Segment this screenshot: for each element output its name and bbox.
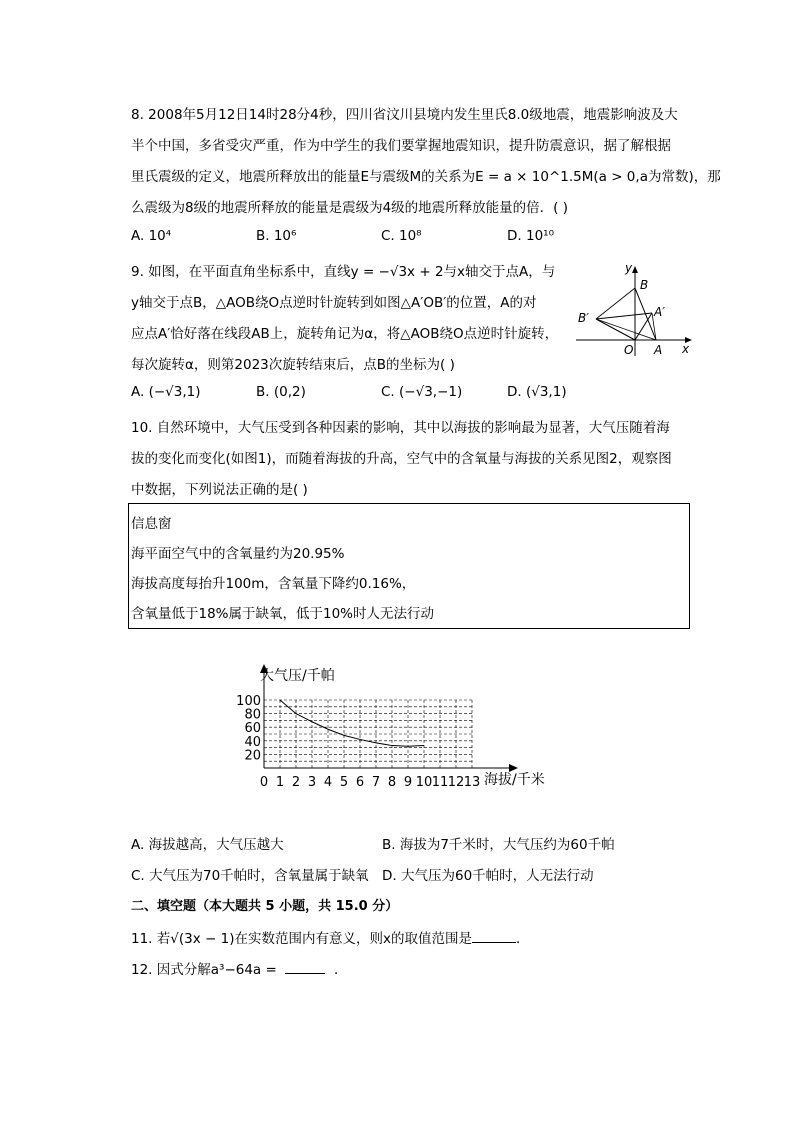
section-heading: 二、填空题（本大题共 5 小题，共 15.0 分）: [131, 899, 399, 914]
info-box-line-2: 海拔高度每抬升100m，含氧量下降约0.16%，: [131, 576, 416, 592]
q8-line-3: 里氏震级的定义，地震所释放出的能量E与震级M的关系为E = a × 10^1.5M(a > 0,a为常数)，那: [131, 169, 721, 185]
chart-x-tick-label: 9: [403, 775, 413, 790]
pressure-chart: [230, 660, 560, 795]
chart-y-tick-label: 60: [244, 721, 261, 737]
segment-b-prime-a: [596, 319, 656, 340]
info-box: [128, 503, 690, 629]
chart-x-tick-label: 12: [447, 775, 465, 790]
q8-option-c: C. 10⁸: [381, 228, 422, 244]
chart-x-tick-label: 7: [371, 775, 381, 790]
chart-x-tick-label: 11: [431, 775, 449, 790]
q10-option-c: C. 大气压为70千帕时，含氧量属于缺氧: [131, 868, 369, 884]
chart-x-tick-label: 4: [323, 775, 333, 790]
chart-y-tick-label: 100: [236, 694, 261, 709]
q9-coordinate-figure: [572, 258, 696, 358]
y-axis-arrow-icon: [632, 266, 638, 273]
chart-x-tick-label: 3: [307, 775, 317, 790]
q8-option-a: A. 10⁴: [131, 228, 172, 244]
q10-line-3: 中数据，下列说法正确的是( ): [131, 482, 308, 498]
chart-x-axis-arrow-icon: [509, 764, 518, 772]
chart-x-tick-label: 10: [415, 775, 433, 790]
chart-x-tick-label: 1: [275, 775, 285, 790]
chart-x-label: 海拔/千米: [484, 772, 545, 788]
q8-option-d: D. 10¹⁰: [507, 228, 554, 244]
info-box-line-3: 含氧量低于18%属于缺氧，低于10%时人无法行动: [131, 606, 435, 622]
q8-line-1: 8. 2008年5月12日14时28分4秒，四川省汶川县境内发生里氏8.0级地震，地震影响波及大: [131, 107, 678, 123]
q9-line-1: 9. 如图，在平面直角坐标系中，直线y = −√3x + 2与x轴交于点A，与: [131, 264, 556, 280]
q10-option-b: B. 海拔为7千米时，大气压约为60千帕: [382, 837, 615, 853]
chart-x-tick-label: 0: [259, 775, 269, 790]
q8-line-4: 么震级为8级的地震所释放的能量是震级为4级的地震所释放能量的倍．( ): [131, 200, 569, 216]
chart-y-tick-label: 80: [244, 707, 261, 723]
q11-answer-blank[interactable]: [472, 929, 516, 943]
label-o: O: [624, 343, 634, 357]
q11-end: ．: [515, 931, 530, 947]
label-b: B: [640, 278, 649, 292]
chart-y-label: 大气压/千帕: [260, 668, 335, 684]
chart-x-tick-label: 8: [387, 775, 397, 790]
info-box-line-1: 海平面空气中的含氧量约为20.95%: [131, 546, 345, 562]
label-y: y: [625, 261, 633, 275]
chart-x-tick-label: 2: [291, 775, 301, 790]
q9-line-3: 应点A′恰好落在线段AB上，旋转角记为α，将△AOB绕O点逆时针旋转，: [131, 326, 559, 342]
chart-x-tick-label: 6: [355, 775, 365, 790]
label-x: x: [682, 342, 690, 356]
segment-b-prime-b: [596, 288, 635, 319]
q12-answer-blank[interactable]: [285, 960, 325, 974]
q11-text: 11. 若√(3x − 1)在实数范围内有意义，则x的取值范围是: [131, 931, 472, 947]
segment-ob-prime: [596, 319, 635, 340]
label-a: A: [654, 343, 663, 357]
q8-line-2: 半个中国，多省受灾严重，作为中学生的我们要掌握地震知识，提升防震意识，据了解根据: [131, 138, 671, 154]
q10-option-a: A. 海拔越高，大气压越大: [131, 837, 284, 853]
q10-option-d: D. 大气压为60千帕时，人无法行动: [382, 868, 594, 884]
chart-x-tick-label: 5: [339, 775, 349, 790]
q9-line-4: 每次旋转α，则第2023次旋转结束后，点B的坐标为( ): [131, 357, 455, 373]
label-b-prime: B′: [578, 311, 589, 325]
q9-option-d: D. (√3,1): [507, 384, 567, 400]
q11-line: [131, 927, 529, 947]
q8-option-b: B. 10⁶: [256, 228, 297, 244]
info-box-title: 信息窗: [131, 516, 172, 532]
q12-end: ．: [334, 962, 348, 978]
q9-option-a: A. (−√3,1): [131, 384, 201, 400]
chart-y-tick-label: 40: [244, 734, 261, 750]
q9-option-c: C. (−√3,−1): [381, 384, 463, 400]
q9-line-2: y轴交于点B，△AOB绕O点逆时针旋转到如图△A′OB′的位置，A的对: [131, 295, 537, 311]
q10-line-1: 10. 自然环境中，大气压受到各种因素的影响，其中以海拔的影响最为显著，大气压随着海: [131, 420, 670, 436]
chart-x-tick-label: 13: [463, 775, 481, 790]
label-a-prime: A′: [654, 305, 665, 319]
q12-line: [131, 958, 348, 978]
segment-a-prime-b-prime: [596, 313, 652, 319]
q9-option-b: B. (0,2): [256, 384, 306, 400]
q10-line-2: 拔的变化而变化(如图1)，而随着海拔的升高，空气中的含氧量与海拔的关系见图2，观察图: [131, 451, 672, 467]
q12-text: 12. 因式分解a³−64a =: [131, 962, 277, 978]
chart-y-tick-label: 20: [244, 748, 261, 764]
